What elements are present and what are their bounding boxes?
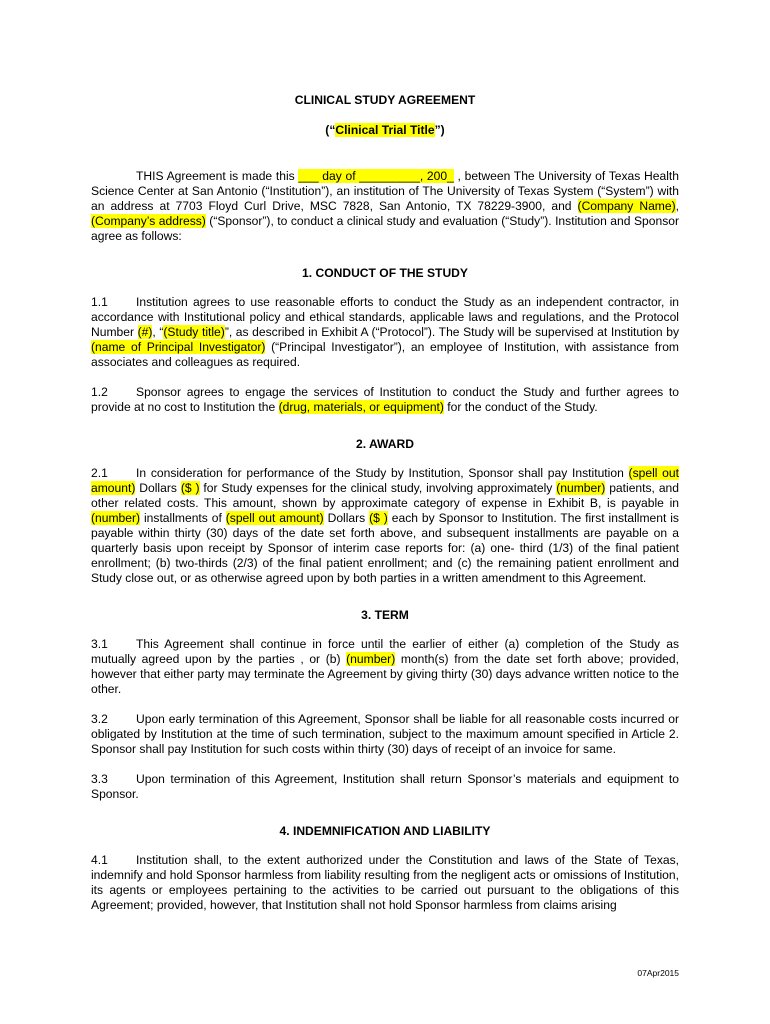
- clause-2-1: [91, 466, 679, 586]
- patient-number-placeholder: (number): [556, 481, 606, 495]
- clause-text: Upon early termination of this Agreement, Sponsor shall be liable for all reasonable costs incurred or obligated by Institution at the time of such termination, subject to the maximum amount specified in Article 2. Sponsor shall pay Institution for such costs within thirty (30) days of receipt of an invoice for same.: [91, 712, 679, 756]
- clause-text: Upon termination of this Agreement, Institution shall return Sponsor’s materials and equipment to Sponsor.: [91, 772, 679, 801]
- clause-number: 2.1: [91, 466, 108, 480]
- clause-text: Institution agrees to use reasonable efforts to conduct the Study as an independent contractor, in accordance with Institutional policy and ethical standards, applicable laws and regulations, and the Protocol Number: [91, 295, 679, 339]
- clause-text: patients, and other related costs. This amount, shown by approximate category of expense in Exhibit B, is payable in: [91, 481, 679, 510]
- section-heading-2: 2. AWARD: [355, 437, 414, 451]
- clause-number: 1.1: [91, 295, 108, 309]
- amount-dollars-placeholder: ($ ): [180, 481, 200, 495]
- clause-text: In consideration for performance of the Study by Institution, Sponsor shall pay Institution: [136, 466, 629, 480]
- clause-text: Dollars: [135, 481, 181, 495]
- footer-date: 07Apr2015: [637, 968, 679, 978]
- clause-3-2: [91, 712, 679, 757]
- intro-paragraph: [91, 169, 679, 244]
- clause-number: 4.1: [91, 853, 108, 867]
- intro-text-1: THIS Agreement is made this: [136, 169, 299, 183]
- clause-number: 1.2: [91, 385, 108, 399]
- clause-number: 3.2: [91, 712, 108, 726]
- materials-placeholder: (drug, materials, or equipment): [278, 400, 444, 414]
- months-number-placeholder: (number): [346, 652, 396, 666]
- installment-amount-words-placeholder: (spell out amount): [225, 511, 324, 525]
- clause-text: Institution shall, to the extent authorized under the Constitution and laws of the State of Texas, indemnify and hold Sponsor harmless from liability resulting from the negligent acts or omissions of Institution, its agents or employees pertaining to the activities to be carried out pursuant to the obligations of this Agreement; provided, however, that Institution shall not hold Sponsor harmless from claims arising: [91, 853, 679, 912]
- intro-text-4: (“Sponsor”), to conduct a clinical study and evaluation (“Study”). Institution and Sponsor agree as follows:: [91, 214, 679, 243]
- installment-amount-dollars-placeholder: ($ ): [369, 511, 388, 525]
- clause-1-2: [91, 385, 679, 415]
- study-title-placeholder: (Study title): [163, 325, 225, 339]
- clause-text: for the conduct of the Study.: [443, 400, 598, 414]
- intro-text-3: ,: [675, 199, 679, 213]
- intro-text-2: , between The University of Texas Health Science Center at San Antonio (“Institution”), an institution of The University of Texas System (“System”) with an address at 7703 Floyd Curl Drive, MSC 7828, San Antonio, TX 78229-3900, and: [91, 169, 679, 213]
- clause-text: ”, as described in Exhibit A (“Protocol”). The Study will be supervised at Institution by: [224, 325, 679, 339]
- protocol-number-placeholder: (#): [137, 325, 153, 339]
- clause-text: month(s) from the date set forth above; provided, however that either party may terminate the Agreement by giving thirty (30) days advance written notice to the other.: [91, 652, 679, 696]
- clause-3-1: [91, 637, 679, 697]
- company-name-placeholder: (Company Name): [577, 199, 676, 213]
- company-address-placeholder: (Company’s address): [91, 214, 206, 228]
- subtitle-open: (“: [325, 123, 336, 137]
- document-subtitle: [91, 123, 679, 138]
- clause-text: (“Principal Investigator”), an employee of Institution, with assistance from associates and colleagues as required.: [91, 340, 679, 369]
- installments-number-placeholder: (number): [91, 511, 141, 525]
- clause-1-1: [91, 295, 679, 370]
- clinical-trial-title-placeholder: Clinical Trial Title: [335, 123, 435, 137]
- section-heading-1: 1. CONDUCT OF THE STUDY: [302, 266, 468, 280]
- clause-number: 3.1: [91, 637, 108, 651]
- clause-text: This Agreement shall continue in force until the earlier of either (a) completion of the Study as mutually agreed upon by the parties , or (b): [91, 637, 679, 666]
- date-placeholder: ___ day of _________, 200_: [298, 169, 454, 183]
- clause-text: for Study expenses for the clinical study, involving approximately: [199, 481, 557, 495]
- section-heading-4: 4. INDEMNIFICATION AND LIABILITY: [279, 824, 491, 838]
- document-title: CLINICAL STUDY AGREEMENT: [294, 93, 476, 107]
- clause-3-3: [91, 772, 679, 802]
- clause-text: each by Sponsor to Institution. The first installment is payable within thirty (30) days of the date set forth above, and subsequent installments are payable on a quarterly basis upon receipt by Sponsor of interim case reports for: (a) one- third (1/3) of the final patient enrollment; (b) two-thirds (2/3) of the final patient enrollment; and (c) the remaining patient enrollment and Study close out, or as otherwise agreed upon by both parties in a written amendment to this Agreement.: [91, 511, 679, 585]
- clause-text: installments of: [140, 511, 226, 525]
- clause-text: Sponsor agrees to engage the services of Institution to conduct the Study and further agrees to provide at no cost to Institution the: [91, 385, 679, 414]
- clause-number: 3.3: [91, 772, 108, 786]
- clause-text: Dollars: [323, 511, 370, 525]
- principal-investigator-placeholder: (name of Principal Investigator): [91, 340, 266, 354]
- section-heading-3: 3. TERM: [361, 608, 409, 622]
- subtitle-close: ”): [434, 123, 445, 137]
- clause-text: , “: [152, 325, 164, 339]
- clause-4-1: [91, 853, 679, 913]
- amount-words-placeholder: (spell out amount): [91, 466, 679, 495]
